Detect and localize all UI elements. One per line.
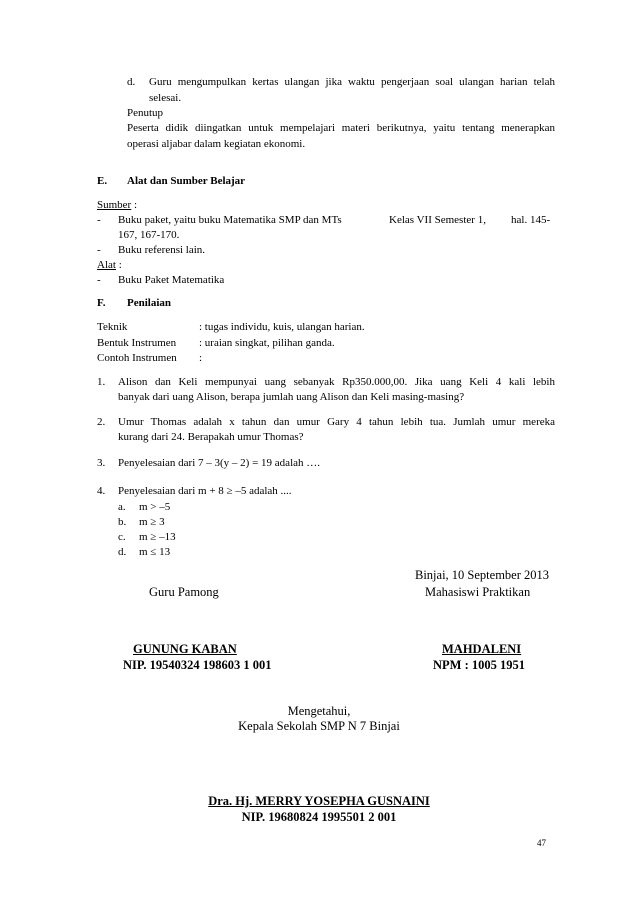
place-date: Binjai, 10 September 2013 [415,568,550,582]
question-text: Penyelesaian dari m + 8 ≥ –5 adalah .... [118,485,292,497]
right-signer-role: Mahasiswi Praktikan [425,585,531,599]
option-text: m ≥ 3 [139,516,165,528]
headmaster-name: Dra. Hj. MERRY YOSEPHA GUSNAINI [208,794,430,808]
left-signer-role: Guru Pamong [149,585,219,599]
list-dash: - [97,274,101,286]
option-letter: a. [118,501,126,513]
question-text: Umur Thomas adalah x tahun dan umur Gary 4 tahun lebih tua. Jumlah umur mereka [118,416,555,428]
sumber-label-line [97,199,137,211]
question-number: 3. [97,457,106,469]
option-text: m > –5 [139,501,171,513]
sumber-item-text: hal. 145- [511,214,551,226]
section-title: Alat dan Sumber Belajar [127,175,246,187]
paragraph-line: selesai. [149,92,182,104]
question-text: Alison dan Keli mempunyai uang sebanyak Rp350.000,00. Jika uang Keli 4 kali lebih [118,376,555,388]
right-signer-name: MAHDALENI [442,642,522,656]
option-letter: c. [118,531,126,543]
headmaster-id: NIP. 19680824 1995501 2 001 [241,810,397,824]
colon: : [133,199,138,211]
paragraph-line: Peserta didik diingatkan untuk mempelajari materi berikutnya, yaitu tentang menerapkan [127,122,555,134]
list-dash: - [97,214,101,226]
contoh-label: Contoh Instrumen [97,352,177,364]
question-number: 1. [97,376,106,388]
paragraph-line: Guru mengumpulkan kertas ulangan jika waktu pengerjaan soal ulangan harian telah [149,76,555,88]
question-text: kurang dari 24. Berapakah umur Thomas? [118,431,304,443]
teknik-value: : tugas individu, kuis, ulangan harian. [199,321,365,333]
question-text: banyak dari uang Alison, berapa jumlah uang Alison dan Keli masing-masing? [118,391,465,403]
option-letter: b. [118,516,127,528]
question-text: Penyelesaian dari 7 – 3(y – 2) = 19 adalah …. [118,457,321,469]
page-number: 47 [537,838,546,848]
left-signer-id: NIP. 19540324 198603 1 001 [123,658,272,672]
option-text: m ≥ –13 [139,531,176,543]
right-signer-id: NPM : 1005 1951 [433,658,525,672]
subheading-penutup: Penutup [127,107,164,119]
section-letter: E. [97,175,108,187]
question-number: 2. [97,416,106,428]
acknowledged-label: Mengetahui, [287,704,351,718]
sumber-label: Sumber [97,199,132,211]
list-dash: - [97,244,101,256]
left-signer-name: GUNUNG KABAN [133,642,237,656]
alat-label-line [97,259,122,271]
headmaster-role: Kepala Sekolah SMP N 7 Binjai [238,719,400,733]
option-letter: d. [118,546,127,558]
sumber-item-text: Buku referensi lain. [118,244,206,256]
bentuk-label: Bentuk Instrumen [97,337,177,349]
teknik-label: Teknik [97,321,128,333]
alat-item-text: Buku Paket Matematika [118,274,225,286]
section-title: Penilaian [127,297,172,309]
sumber-item-text: 167, 167-170. [118,229,180,241]
sumber-item-text: Kelas VII Semester 1, [389,214,486,226]
alat-label: Alat [97,259,116,271]
colon: : [118,259,122,271]
sumber-item-text: Buku paket, yaitu buku Matematika SMP dan MTs [118,214,342,226]
paragraph-line: operasi aljabar dalam kegiatan ekonomi. [127,138,306,150]
option-text: m ≤ 13 [139,546,171,558]
section-letter: F. [97,297,106,309]
contoh-value: : [199,352,203,364]
question-number: 4. [97,485,106,497]
bentuk-value: : uraian singkat, pilihan ganda. [199,337,335,349]
list-marker: d. [127,76,136,88]
